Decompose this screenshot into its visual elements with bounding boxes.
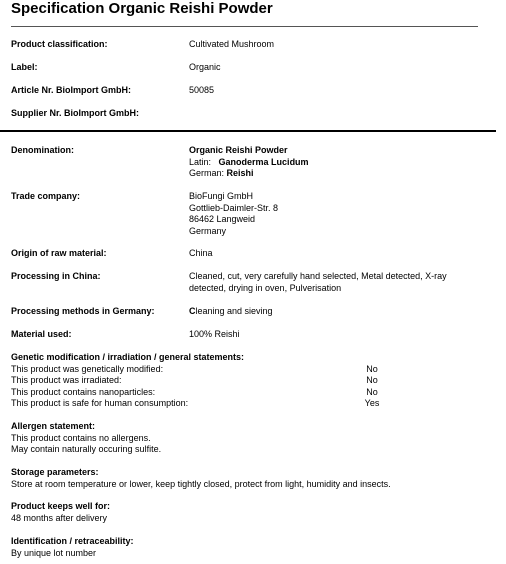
genetic-question: This product contains nanoparticles: [11,386,156,397]
allergen-heading: Allergen statement: [11,421,96,431]
trade-company-line: Gottlieb-Daimler-Str. 8 [189,202,279,213]
denomination-name: Organic Reishi Powder [189,145,288,155]
identification-heading: Identification / retraceability: [11,536,134,546]
german-value: Reishi [226,168,254,178]
processing-germany-value [189,306,494,318]
article-value: 50085 [189,85,215,95]
origin-value: China [189,248,213,258]
processing-china-line: Cleaned, cut, very carefully hand selected, Metal detected, X-ray [189,271,447,281]
identification-text: By unique lot number [11,547,97,558]
denomination-label: Denomination: [11,145,74,155]
page-title: Specification Organic Reishi Powder [11,0,273,17]
genetic-question: This product was genetically modified: [11,363,164,374]
article-label: Article Nr. BioImport GmbH: [11,85,132,95]
processing-china-label: Processing in China: [11,271,101,281]
processing-china-value [189,271,494,294]
material-label-text: Material used: [11,329,72,339]
storage-text: Store at room temperature or lower, keep tightly closed, protect from light, humidity and insects. [11,478,391,489]
processing-germany-first-letter: C [189,306,196,316]
genetic-section [11,352,501,410]
label-label: Label: [11,62,38,72]
shelf-life-text: 48 months after delivery [11,512,108,523]
genetic-question: This product is safe for human consumption: [11,398,189,408]
genetic-item [11,364,501,376]
denomination-german [189,168,494,180]
trade-company-line: Germany [189,225,227,236]
genetic-item [11,398,501,410]
trade-company-line: BioFungi GmbH [189,191,254,201]
genetic-answer: No [366,386,378,397]
trade-company-line: 86462 Langweid [189,214,256,224]
allergen-section [11,421,501,456]
allergen-line: This product contains no allergens. [11,432,151,443]
processing-china-line: detected, drying in oven, Pulverisation [189,282,342,293]
denomination-value [189,145,494,180]
genetic-answer: No [366,375,378,385]
genetic-answer: Yes [364,398,380,408]
allergen-line: May contain naturally occuring sulfite. [11,444,162,454]
identification-section [11,536,501,559]
german-prefix: German: [189,168,225,178]
genetic-answer: No [366,363,378,374]
genetic-item [11,375,501,387]
origin-label: Origin of raw material: [11,248,107,258]
trade-company-value [189,191,494,237]
classification-label: Product classification: [11,39,108,49]
denomination-latin [189,157,494,169]
processing-germany-rest: leaning and sieving [195,306,273,316]
label-value: Organic [189,62,221,72]
shelf-life-section [11,501,501,524]
latin-value: Ganoderma Lucidum [218,156,309,167]
classification-value: Cultivated Mushroom [189,39,275,49]
genetic-item [11,387,501,399]
supplier-label: Supplier Nr. BioImport GmbH: [11,108,140,118]
material-label [11,329,72,341]
material-value: 100% Reishi [189,329,240,339]
shelf-life-heading: Product keeps well for: [11,501,111,511]
title-divider [11,26,478,27]
processing-germany-label: Processing methods in Germany: [11,306,155,316]
genetic-heading: Genetic modification / irradiation / general statements: [11,352,245,362]
genetic-question: This product was irradiated: [11,375,122,385]
section-divider [0,130,496,132]
trade-company-label: Trade company: [11,191,81,201]
storage-section [11,467,501,490]
storage-heading: Storage parameters: [11,467,99,477]
latin-prefix: Latin: [189,156,212,167]
